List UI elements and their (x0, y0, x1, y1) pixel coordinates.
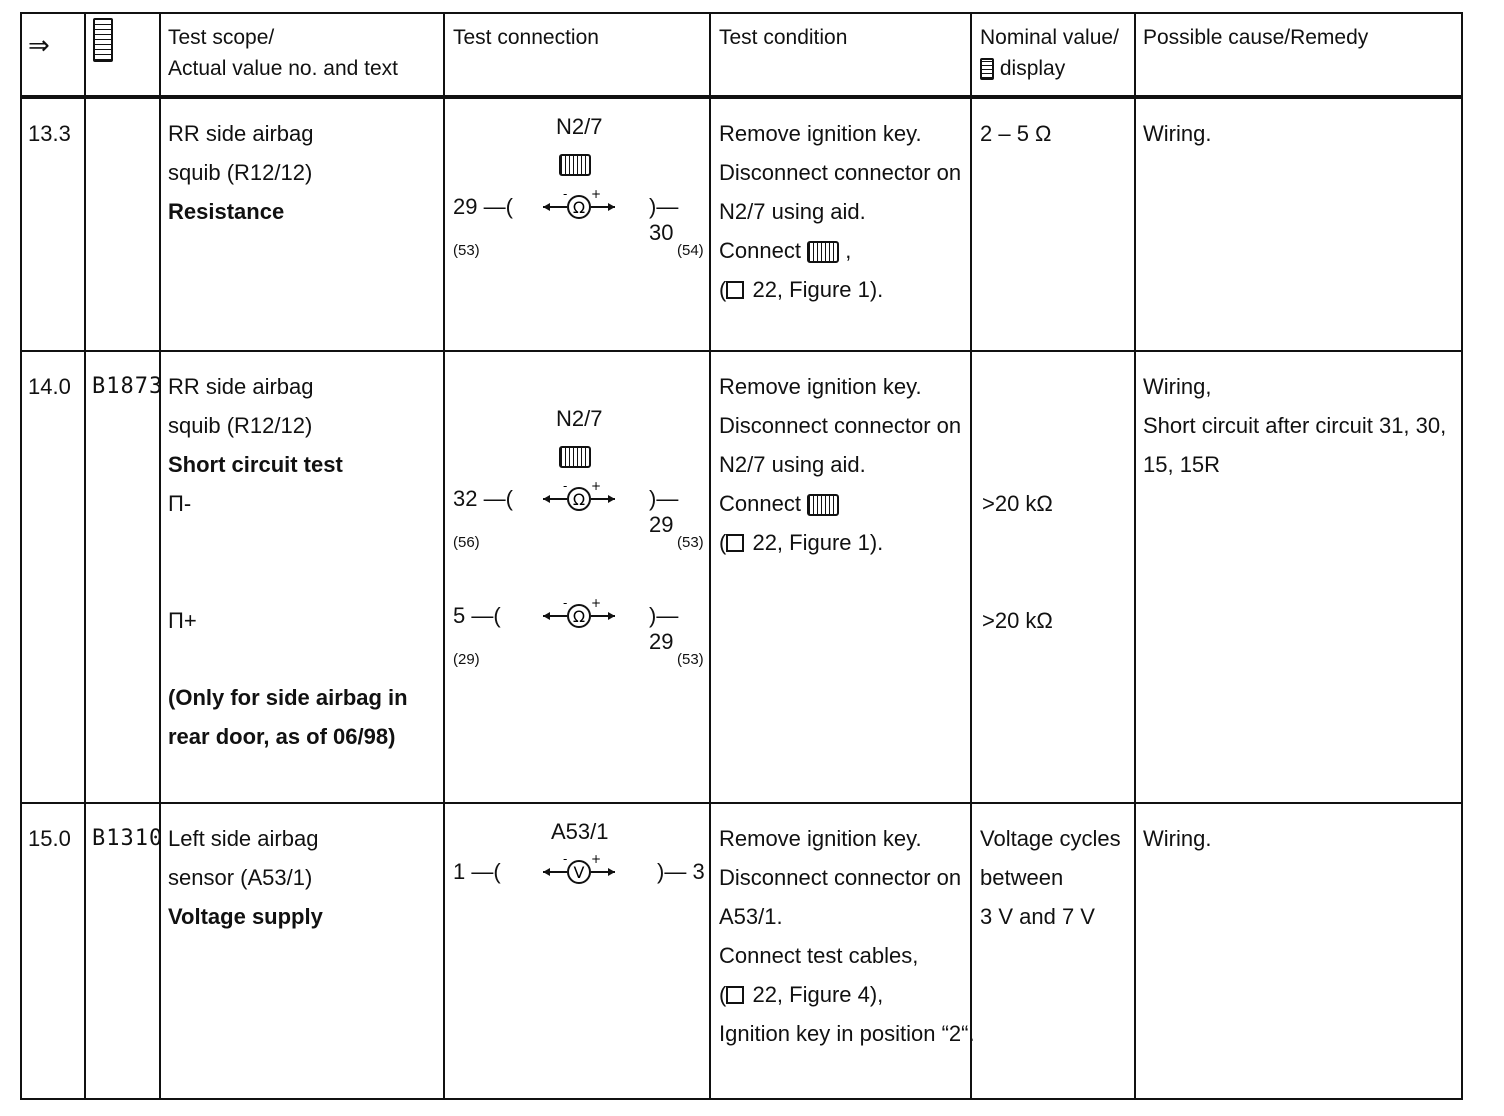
svg-text:-: - (563, 855, 568, 866)
test-scope-note: (Only for side airbag in rear door, as of 06/98) (168, 685, 408, 749)
ohmmeter-icon (541, 599, 617, 633)
ohmmeter-icon (541, 482, 617, 516)
pin-right-sub: (54) (677, 242, 704, 259)
pin-right-sub: (53) (677, 534, 704, 551)
reference-box-icon (726, 281, 744, 299)
svg-text:-: - (563, 190, 568, 201)
possible-cause: Wiring, Short circuit after circuit 31, 30, 15, 15R (1143, 374, 1447, 477)
pin-right: )— 29 (649, 603, 679, 654)
possible-cause: Wiring. (1143, 826, 1212, 851)
pin-right-sub: (53) (677, 651, 704, 668)
connector-box-icon (807, 241, 839, 263)
svg-text:Ω: Ω (572, 607, 586, 626)
pin-left: 32 —( (453, 486, 513, 511)
nominal-value: 2 – 5 Ω (980, 121, 1052, 146)
header-nominal-value: Nominal value/ display (980, 26, 1119, 80)
test-connection-diagram (453, 114, 705, 314)
connector-label: N2/7 (556, 114, 603, 139)
tester-icon (93, 18, 113, 62)
header-test-connection: Test connection (453, 26, 599, 49)
col-divider (84, 12, 86, 1100)
svg-text:+: + (591, 599, 602, 610)
step-number: 13.3 (28, 121, 71, 146)
svg-text:V: V (573, 863, 585, 882)
test-connection-diagram (453, 819, 705, 939)
nominal-value: >20 kΩ (982, 491, 1053, 516)
tester-icon (980, 58, 994, 80)
pin-left: 29 —( (453, 194, 513, 219)
svg-text:+: + (591, 482, 602, 493)
step-number: 15.0 (28, 826, 71, 851)
test-scope: RR side airbag squib (R12/12) Resistance (168, 121, 314, 224)
nominal-value: >20 kΩ (982, 608, 1053, 633)
pin-right: )— 30 (649, 194, 679, 245)
svg-text:Ω: Ω (572, 490, 586, 509)
pin-right: )— 3 (657, 859, 705, 884)
test-condition: Remove ignition key. Disconnect connector on N2/7 using aid. Connect , ( 22, Figure 1). (719, 121, 962, 302)
header-test-condition: Test condition (719, 26, 848, 49)
header-test-scope: Test scope/ Actual value no. and text (168, 26, 398, 80)
connector-box-icon (559, 154, 591, 176)
connector-label: N2/7 (556, 406, 603, 431)
col-divider (159, 12, 161, 1100)
connector-label: A53/1 (551, 819, 609, 844)
fault-code: B1873 (92, 374, 164, 399)
reference-box-icon (726, 986, 744, 1004)
header-possible-cause: Possible cause/Remedy (1143, 26, 1369, 49)
pin-left: 5 —( (453, 603, 501, 628)
col-divider (709, 12, 711, 1100)
svg-text:-: - (563, 482, 568, 493)
connector-box-icon (559, 446, 591, 468)
connector-box-icon (807, 494, 839, 516)
header-divider (20, 95, 1463, 99)
step-number: 14.0 (28, 374, 71, 399)
voltmeter-icon (541, 855, 617, 889)
pin-left-sub: (56) (453, 534, 480, 551)
svg-text:-: - (563, 599, 568, 610)
svg-text:+: + (591, 855, 602, 866)
ohmmeter-icon (541, 190, 617, 224)
test-scope: Left side airbag sensor (A53/1) Voltage supply (168, 826, 323, 929)
header-arrow: ⇒ (28, 30, 50, 60)
test-connection-diagram (453, 406, 705, 686)
test-scope: RR side airbag squib (R12/12) Short circuit test Π- (168, 374, 343, 516)
row-divider (20, 802, 1463, 804)
pin-right: )— 29 (649, 486, 679, 537)
row-divider (20, 350, 1463, 352)
svg-text:+: + (591, 190, 602, 201)
fault-code: B1310 (92, 826, 164, 851)
col-divider (443, 12, 445, 1100)
test-condition: Remove ignition key. Disconnect connector on N2/7 using aid. Connect ( 22, Figure 1). (719, 374, 962, 555)
nominal-value: Voltage cycles between 3 V and 7 V (980, 826, 1121, 929)
col-divider (1134, 12, 1136, 1100)
svg-text:Ω: Ω (572, 198, 586, 217)
test-scope-sub: Π+ (168, 608, 197, 633)
reference-box-icon (726, 534, 744, 552)
pin-left-sub: (53) (453, 242, 480, 259)
possible-cause: Wiring. (1143, 121, 1212, 146)
pin-left-sub: (29) (453, 651, 480, 668)
test-condition: Remove ignition key. Disconnect connector on A53/1. Connect test cables, ( 22, Figure 4), Ignition key in position “2“. (719, 826, 975, 1046)
pin-left: 1 —( (453, 859, 501, 884)
